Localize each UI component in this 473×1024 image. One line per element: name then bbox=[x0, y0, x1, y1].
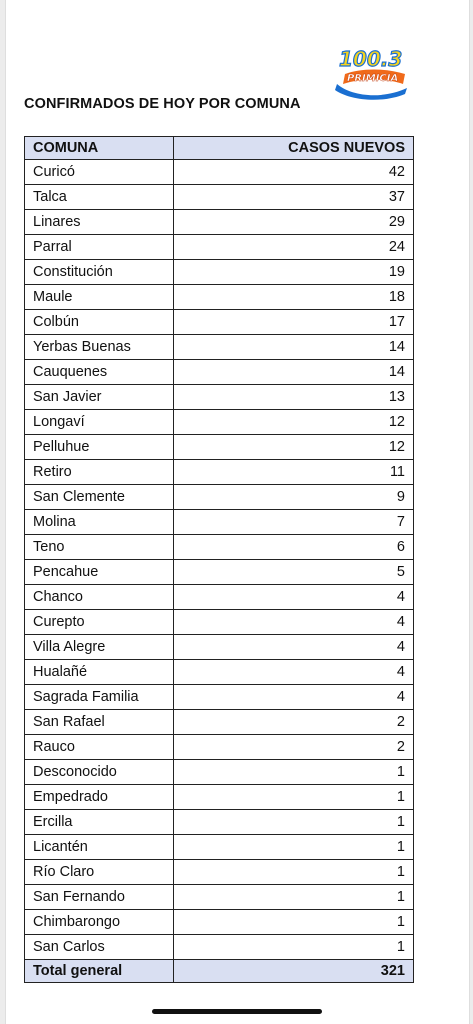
casos-cell: 1 bbox=[174, 785, 414, 810]
column-header-casos: CASOS NUEVOS bbox=[174, 137, 414, 160]
home-indicator[interactable] bbox=[152, 1009, 322, 1014]
table-row bbox=[25, 685, 414, 710]
logo-number: 100.3 bbox=[339, 47, 403, 71]
comuna-cell: Licantén bbox=[25, 835, 174, 860]
comuna-cell: Teno bbox=[25, 535, 174, 560]
comuna-cell: Pencahue bbox=[25, 560, 174, 585]
comuna-cell: Molina bbox=[25, 510, 174, 535]
logo-name: PRIMICIA bbox=[347, 73, 399, 84]
comuna-cell: Curicó bbox=[25, 160, 174, 185]
casos-cell: 2 bbox=[174, 735, 414, 760]
page-title: CONFIRMADOS DE HOY POR COMUNA bbox=[24, 96, 301, 112]
table-row bbox=[25, 335, 414, 360]
table-row bbox=[25, 310, 414, 335]
cases-table bbox=[24, 136, 414, 983]
comuna-cell: Chanco bbox=[25, 585, 174, 610]
casos-cell: 18 bbox=[174, 285, 414, 310]
casos-cell: 4 bbox=[174, 685, 414, 710]
casos-cell: 1 bbox=[174, 835, 414, 860]
casos-cell: 9 bbox=[174, 485, 414, 510]
table-row bbox=[25, 585, 414, 610]
casos-cell: 24 bbox=[174, 235, 414, 260]
comuna-cell: Cauquenes bbox=[25, 360, 174, 385]
casos-cell: 37 bbox=[174, 185, 414, 210]
comuna-cell: San Rafael bbox=[25, 710, 174, 735]
table-row bbox=[25, 485, 414, 510]
casos-cell: 4 bbox=[174, 610, 414, 635]
table-row bbox=[25, 260, 414, 285]
casos-cell: 7 bbox=[174, 510, 414, 535]
table-row bbox=[25, 835, 414, 860]
comuna-cell: San Fernando bbox=[25, 885, 174, 910]
casos-cell: 11 bbox=[174, 460, 414, 485]
comuna-cell: Ercilla bbox=[25, 810, 174, 835]
table-row bbox=[25, 410, 414, 435]
casos-cell: 17 bbox=[174, 310, 414, 335]
table-row bbox=[25, 285, 414, 310]
casos-cell: 12 bbox=[174, 435, 414, 460]
table-row bbox=[25, 735, 414, 760]
table-row bbox=[25, 710, 414, 735]
comuna-cell: Rauco bbox=[25, 735, 174, 760]
table-row bbox=[25, 460, 414, 485]
table-row bbox=[25, 635, 414, 660]
total-label: Total general bbox=[25, 960, 174, 983]
table-row bbox=[25, 235, 414, 260]
casos-cell: 1 bbox=[174, 885, 414, 910]
comuna-cell: San Clemente bbox=[25, 485, 174, 510]
casos-cell: 4 bbox=[174, 585, 414, 610]
casos-cell: 5 bbox=[174, 560, 414, 585]
table-row bbox=[25, 560, 414, 585]
comuna-cell: Empedrado bbox=[25, 785, 174, 810]
casos-cell: 4 bbox=[174, 635, 414, 660]
comuna-cell: Villa Alegre bbox=[25, 635, 174, 660]
table-row bbox=[25, 885, 414, 910]
table-row bbox=[25, 610, 414, 635]
comuna-cell: Río Claro bbox=[25, 860, 174, 885]
total-row bbox=[25, 960, 414, 983]
comuna-cell: Maule bbox=[25, 285, 174, 310]
casos-cell: 1 bbox=[174, 935, 414, 960]
comuna-cell: Retiro bbox=[25, 460, 174, 485]
comuna-cell: Linares bbox=[25, 210, 174, 235]
comuna-cell: Sagrada Familia bbox=[25, 685, 174, 710]
casos-cell: 14 bbox=[174, 360, 414, 385]
casos-cell: 29 bbox=[174, 210, 414, 235]
comuna-cell: San Carlos bbox=[25, 935, 174, 960]
table-row bbox=[25, 910, 414, 935]
comuna-cell: Pelluhue bbox=[25, 435, 174, 460]
comuna-cell: Talca bbox=[25, 185, 174, 210]
comuna-cell: Curepto bbox=[25, 610, 174, 635]
table-header-row bbox=[25, 137, 414, 160]
comuna-cell: Hualañé bbox=[25, 660, 174, 685]
table-row bbox=[25, 660, 414, 685]
column-header-comuna: COMUNA bbox=[25, 137, 174, 160]
comuna-cell: Yerbas Buenas bbox=[25, 335, 174, 360]
table-row bbox=[25, 210, 414, 235]
casos-cell: 1 bbox=[174, 860, 414, 885]
total-value: 321 bbox=[174, 960, 414, 983]
table-row bbox=[25, 185, 414, 210]
document-sheet bbox=[5, 0, 470, 1024]
comuna-cell: Desconocido bbox=[25, 760, 174, 785]
table-row bbox=[25, 810, 414, 835]
table-row bbox=[25, 360, 414, 385]
table-row bbox=[25, 785, 414, 810]
comuna-cell: Longaví bbox=[25, 410, 174, 435]
comuna-cell: Parral bbox=[25, 235, 174, 260]
radio-logo bbox=[331, 44, 411, 100]
comuna-cell: Colbún bbox=[25, 310, 174, 335]
casos-cell: 19 bbox=[174, 260, 414, 285]
casos-cell: 12 bbox=[174, 410, 414, 435]
comuna-cell: Constitución bbox=[25, 260, 174, 285]
table-row bbox=[25, 860, 414, 885]
comuna-cell: Chimbarongo bbox=[25, 910, 174, 935]
casos-cell: 14 bbox=[174, 335, 414, 360]
comuna-cell: San Javier bbox=[25, 385, 174, 410]
casos-cell: 13 bbox=[174, 385, 414, 410]
table-row bbox=[25, 385, 414, 410]
table-row bbox=[25, 435, 414, 460]
table-row bbox=[25, 510, 414, 535]
table-row bbox=[25, 535, 414, 560]
casos-cell: 1 bbox=[174, 810, 414, 835]
casos-cell: 2 bbox=[174, 710, 414, 735]
casos-cell: 1 bbox=[174, 910, 414, 935]
table-row bbox=[25, 160, 414, 185]
casos-cell: 6 bbox=[174, 535, 414, 560]
casos-cell: 1 bbox=[174, 760, 414, 785]
table-row bbox=[25, 760, 414, 785]
table-row bbox=[25, 935, 414, 960]
casos-cell: 4 bbox=[174, 660, 414, 685]
casos-cell: 42 bbox=[174, 160, 414, 185]
